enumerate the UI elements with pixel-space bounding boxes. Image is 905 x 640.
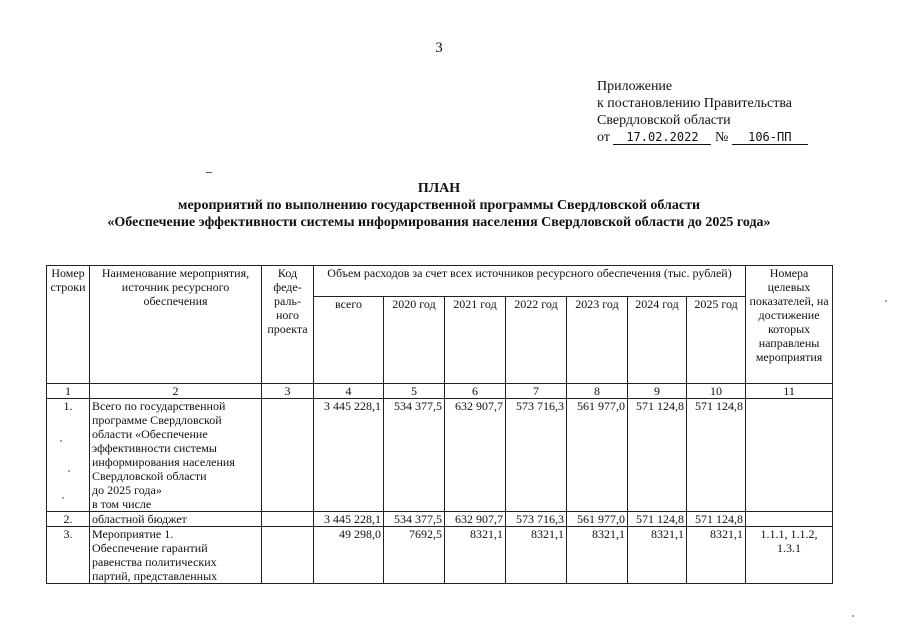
row-name-line: области «Обеспечение [92, 427, 208, 441]
row-name-line: равенства политических [92, 555, 217, 569]
header-2021: 2021 год [445, 297, 506, 384]
row-2022: 573 716,3 [506, 399, 567, 512]
plan-table [46, 265, 833, 584]
row-name-line: Обеспечение гарантий [92, 541, 208, 555]
row-target [746, 512, 833, 527]
row-2020: 534 377,5 [384, 512, 445, 527]
table-row [47, 527, 833, 584]
table-row [47, 512, 833, 527]
row-2025: 571 124,8 [687, 399, 746, 512]
header-name: Наименование мероприятия, источник ресурсного обеспечения [90, 266, 262, 384]
column-number-row [47, 384, 833, 399]
appendix-title: Приложение [597, 79, 673, 94]
row-name-line: Мероприятие 1. [92, 527, 174, 541]
decree-number: 106-ПП [732, 130, 808, 145]
row-2025: 571 124,8 [687, 512, 746, 527]
table-row [47, 399, 833, 512]
scan-speck [68, 470, 70, 472]
stray-mark [206, 172, 212, 173]
row-name-line: программе Свердловской [92, 413, 222, 427]
header-expenses: Объем расходов за счет всех источников ресурсного обеспечения (тыс. рублей) [314, 266, 746, 297]
row-name-line: областной бюджет [92, 512, 187, 526]
scan-speck [885, 300, 887, 302]
header-target: Номера целевых показателей, на достижение которых направлены мероприятия [746, 266, 833, 384]
column-number: 11 [746, 384, 833, 399]
row-2024: 571 124,8 [628, 399, 687, 512]
row-name-line: эффективности системы [92, 441, 217, 455]
number-label: № [714, 130, 729, 145]
row-2023: 561 977,0 [567, 399, 628, 512]
row-2023: 561 977,0 [567, 512, 628, 527]
appendix-date-number [597, 129, 808, 146]
column-number: 6 [445, 384, 506, 399]
page-number: 3 [435, 40, 443, 56]
header-2020: 2020 год [384, 297, 445, 384]
decree-date: 17.02.2022 [613, 130, 711, 145]
column-number: 8 [567, 384, 628, 399]
row-federal-code [262, 399, 314, 512]
document-title [0, 180, 878, 231]
header-2023: 2023 год [567, 297, 628, 384]
column-number: 1 [47, 384, 90, 399]
row-number: 1. [47, 399, 90, 512]
row-total: 3 445 228,1 [314, 512, 384, 527]
appendix-region: Свердловской области [597, 113, 731, 128]
title-plan: ПЛАН [417, 181, 461, 196]
column-number: 7 [506, 384, 567, 399]
title-program: «Обеспечение эффективности системы информирования населения Свердловской области до 2025 года» [107, 215, 771, 230]
column-number: 3 [262, 384, 314, 399]
row-2023: 8321,1 [567, 527, 628, 584]
column-number: 5 [384, 384, 445, 399]
column-number: 9 [628, 384, 687, 399]
row-2022: 8321,1 [506, 527, 567, 584]
scan-speck [62, 497, 64, 499]
column-number: 10 [687, 384, 746, 399]
row-target [746, 399, 833, 512]
row-2021: 632 907,7 [445, 512, 506, 527]
row-number: 2. [47, 512, 90, 527]
row-2024: 8321,1 [628, 527, 687, 584]
row-name [90, 399, 262, 512]
row-total: 49 298,0 [314, 527, 384, 584]
row-number: 3. [47, 527, 90, 584]
row-2024: 571 124,8 [628, 512, 687, 527]
row-name [90, 512, 262, 527]
row-target: 1.1.1, 1.1.2, 1.3.1 [746, 527, 833, 584]
header-total: всего [314, 297, 384, 384]
row-2025: 8321,1 [687, 527, 746, 584]
row-federal-code [262, 527, 314, 584]
scan-speck [852, 615, 854, 617]
row-name-line: Всего по государственной [92, 399, 226, 413]
appendix-decree: к постановлению Правительства [597, 96, 793, 111]
row-2021: 632 907,7 [445, 399, 506, 512]
row-federal-code [262, 512, 314, 527]
row-total: 3 445 228,1 [314, 399, 384, 512]
row-name-line: в том числе [92, 497, 152, 511]
row-name-line: партий, представленных [92, 569, 218, 583]
row-2021: 8321,1 [445, 527, 506, 584]
title-subtitle: мероприятий по выполнению государственной программы Свердловской области [177, 198, 701, 213]
scan-speck [60, 440, 62, 442]
row-name [90, 527, 262, 584]
header-federal-code: Код феде-раль-ного проекта [262, 266, 314, 384]
appendix-block [597, 78, 808, 146]
row-2020: 534 377,5 [384, 399, 445, 512]
header-2022: 2022 год [506, 297, 567, 384]
row-name-line: информирования населения [92, 455, 235, 469]
header-row-number: Номер строки [47, 266, 90, 384]
from-label: от [597, 130, 610, 145]
header-2025: 2025 год [687, 297, 746, 384]
table-header-row [47, 266, 833, 297]
row-name-line: Свердловской области [92, 469, 207, 483]
row-name-line: до 2025 года» [92, 483, 162, 497]
row-2020: 7692,5 [384, 527, 445, 584]
column-number: 4 [314, 384, 384, 399]
header-2024: 2024 год [628, 297, 687, 384]
column-number: 2 [90, 384, 262, 399]
row-2022: 573 716,3 [506, 512, 567, 527]
